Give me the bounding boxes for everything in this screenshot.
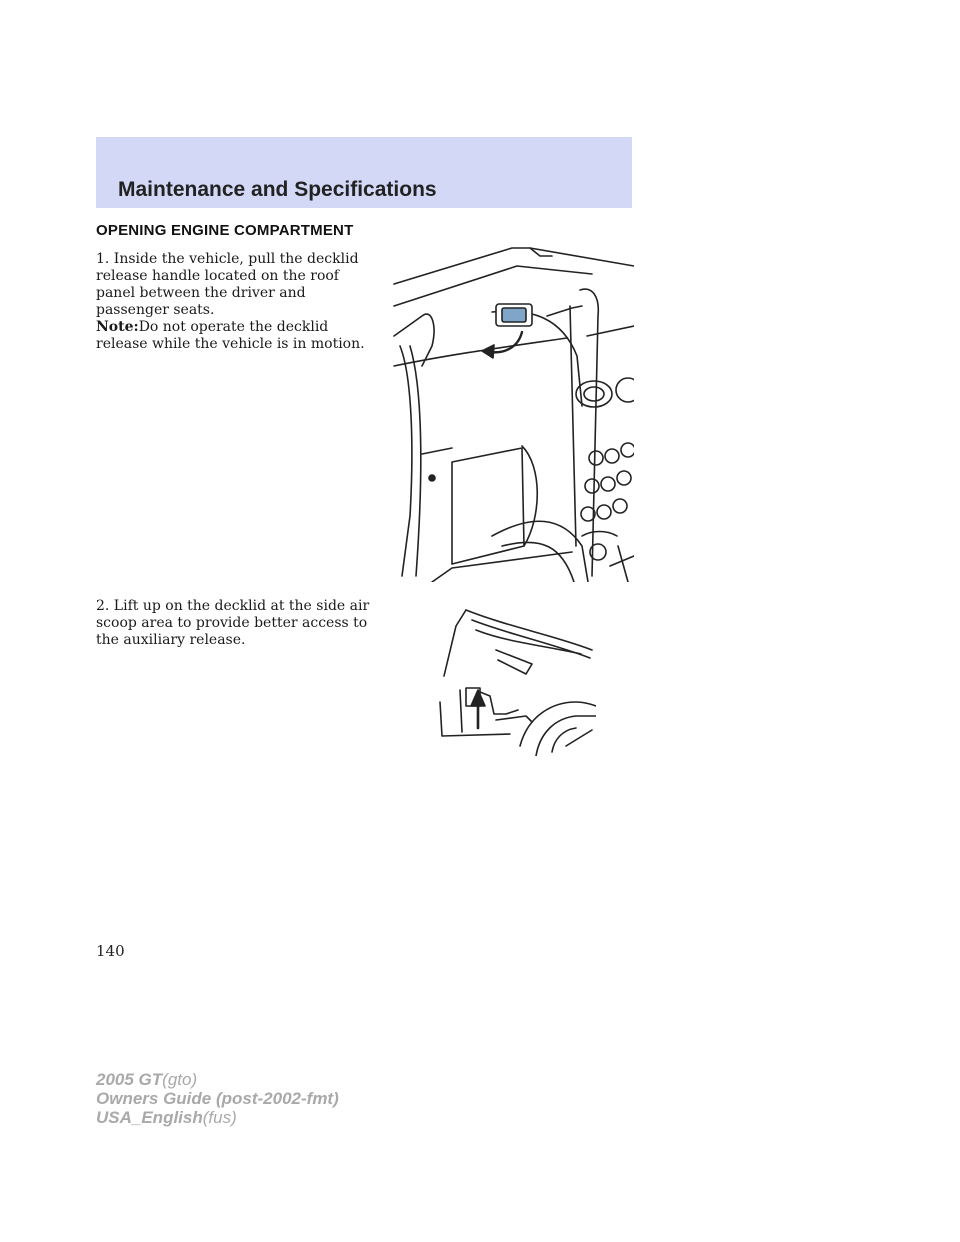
footer-line-2: Owners Guide (post-2002-fmt): [96, 1089, 339, 1108]
footer-line-1: 2005 GT(gto): [96, 1070, 198, 1089]
chapter-title: Maintenance and Specifications: [118, 178, 437, 201]
decklid-release-interior-icon: [392, 246, 634, 582]
note-label: Note:: [96, 319, 139, 335]
step-1-text: 1. Inside the vehicle, pull the decklid release handle located on the roof panel between the driver and passenger seats.: [96, 251, 359, 318]
document-footer: [96, 1070, 339, 1127]
section-heading: OPENING ENGINE COMPARTMENT: [96, 222, 354, 239]
footer-line-3: USA_English(fus): [96, 1108, 237, 1127]
note-paragraph: [96, 319, 378, 353]
note-text: Do not operate the decklid release while the vehicle is in motion.: [96, 319, 365, 352]
page-number: 140: [96, 942, 125, 960]
step-2-text: 2. Lift up on the decklid at the side air scoop area to provide better access to the auxiliary release.: [96, 598, 370, 648]
side-air-scoop-lift-icon: [436, 606, 596, 756]
